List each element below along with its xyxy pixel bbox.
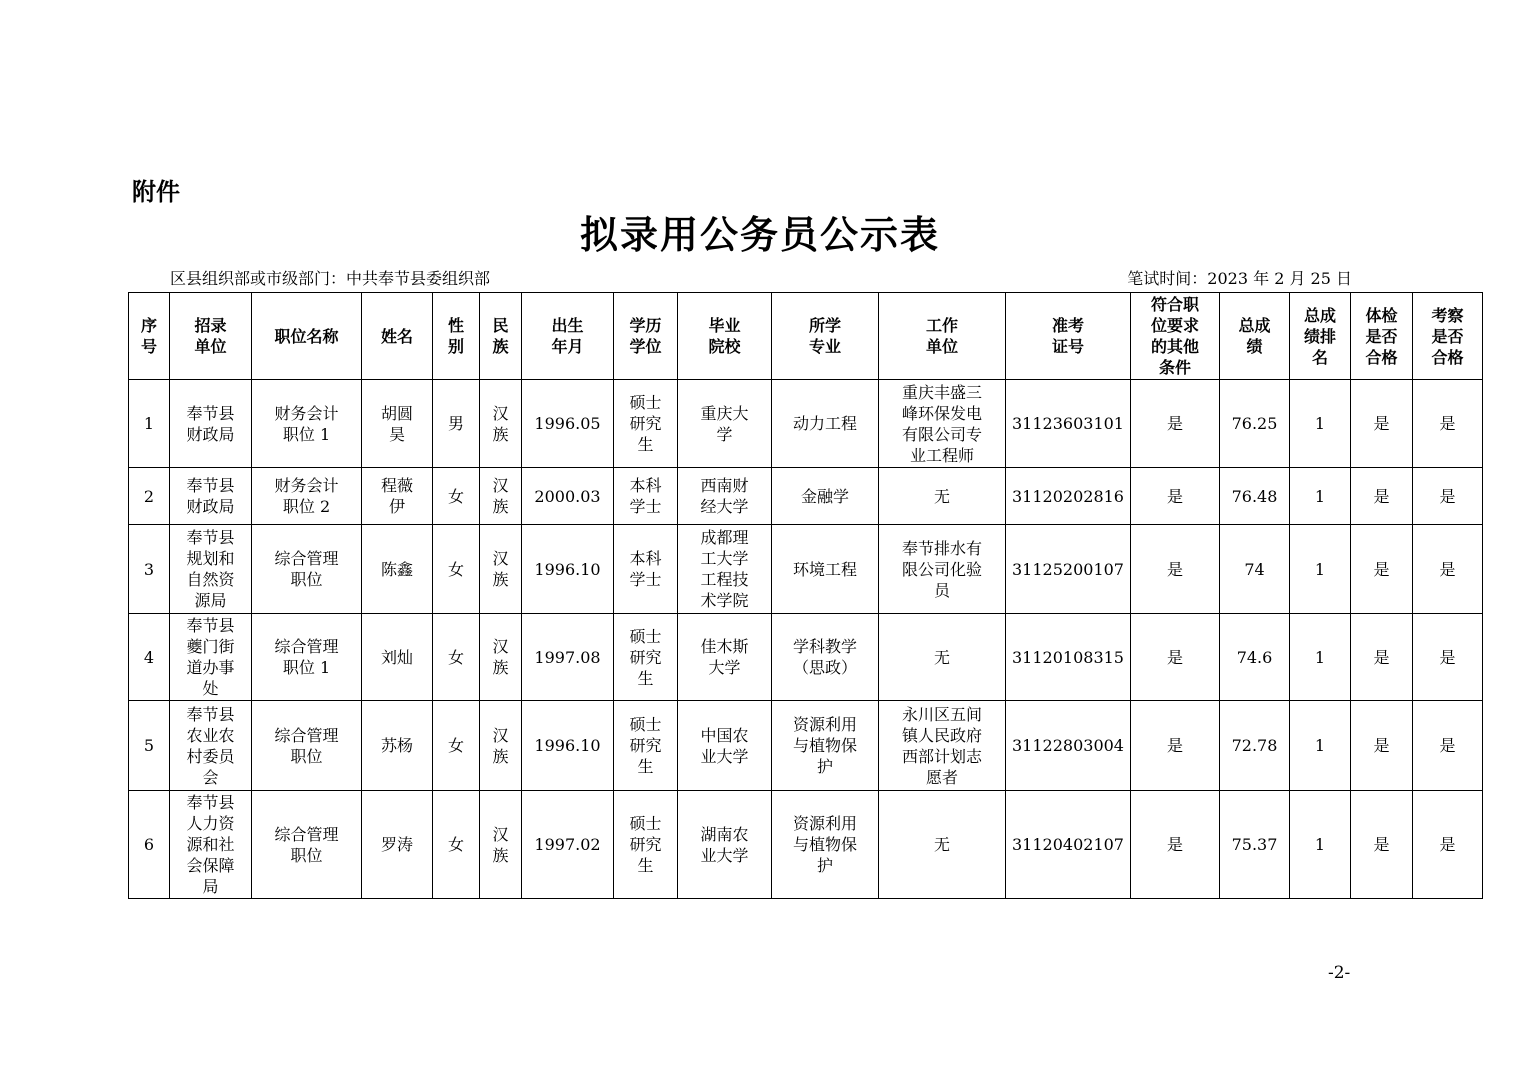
cell-gender: 女: [433, 791, 480, 899]
cell-conditions: 是: [1131, 614, 1220, 701]
cell-major: 学科教学 （思政）: [772, 614, 879, 701]
table-row: [129, 701, 1483, 791]
cell-school: 成都理 工大学 工程技 术学院: [678, 525, 772, 614]
cell-medical: 是: [1351, 380, 1413, 468]
candidate-table: [128, 292, 1483, 899]
table-row: [129, 614, 1483, 701]
department-label: 区县组织部或市级部门：中共奉节县委组织部: [170, 269, 491, 288]
cell-inspection: 是: [1413, 525, 1483, 614]
cell-birth: 1996.10: [522, 701, 614, 791]
header-major: 所学 专业: [772, 293, 879, 380]
cell-rank: 1: [1290, 791, 1351, 899]
cell-inspection: 是: [1413, 614, 1483, 701]
exam-date-label: 笔试时间：2023 年 2 月 25 日: [1127, 269, 1352, 288]
cell-gender: 女: [433, 525, 480, 614]
cell-work: 无: [879, 468, 1006, 525]
cell-birth: 1997.02: [522, 791, 614, 899]
cell-gender: 女: [433, 468, 480, 525]
table-header-row: [129, 293, 1483, 380]
cell-exam-no: 31120202816: [1006, 468, 1131, 525]
cell-name: 罗涛: [362, 791, 433, 899]
cell-school: 中国农 业大学: [678, 701, 772, 791]
cell-position: 财务会计 职位 2: [252, 468, 362, 525]
cell-work: 奉节排水有 限公司化验 员: [879, 525, 1006, 614]
header-conditions: 符合职 位要求 的其他 条件: [1131, 293, 1220, 380]
cell-score: 76.25: [1220, 380, 1290, 468]
cell-work: 无: [879, 614, 1006, 701]
cell-ethnicity: 汉 族: [480, 525, 522, 614]
cell-exam-no: 31125200107: [1006, 525, 1131, 614]
cell-score: 72.78: [1220, 701, 1290, 791]
cell-seq: 6: [129, 791, 170, 899]
cell-school: 西南财 经大学: [678, 468, 772, 525]
cell-seq: 3: [129, 525, 170, 614]
cell-inspection: 是: [1413, 791, 1483, 899]
cell-unit: 奉节县 财政局: [170, 380, 252, 468]
cell-ethnicity: 汉 族: [480, 614, 522, 701]
cell-rank: 1: [1290, 525, 1351, 614]
page-title: 拟录用公务员公示表: [579, 213, 940, 257]
cell-rank: 1: [1290, 614, 1351, 701]
header-ethnicity: 民 族: [480, 293, 522, 380]
table-row: [129, 525, 1483, 614]
cell-degree: 硕士 研究 生: [614, 380, 678, 468]
table-row: [129, 380, 1483, 468]
cell-score: 75.37: [1220, 791, 1290, 899]
cell-exam-no: 31120108315: [1006, 614, 1131, 701]
cell-position: 财务会计 职位 1: [252, 380, 362, 468]
cell-medical: 是: [1351, 614, 1413, 701]
cell-gender: 女: [433, 614, 480, 701]
cell-degree: 硕士 研究 生: [614, 614, 678, 701]
cell-work: 永川区五间 镇人民政府 西部计划志 愿者: [879, 701, 1006, 791]
header-gender: 性 别: [433, 293, 480, 380]
cell-gender: 男: [433, 380, 480, 468]
cell-birth: 2000.03: [522, 468, 614, 525]
cell-conditions: 是: [1131, 701, 1220, 791]
header-name: 姓名: [362, 293, 433, 380]
cell-ethnicity: 汉 族: [480, 380, 522, 468]
cell-seq: 1: [129, 380, 170, 468]
cell-score: 76.48: [1220, 468, 1290, 525]
cell-school: 重庆大 学: [678, 380, 772, 468]
cell-ethnicity: 汉 族: [480, 701, 522, 791]
header-seq: 序 号: [129, 293, 170, 380]
header-degree: 学历 学位: [614, 293, 678, 380]
header-school: 毕业 院校: [678, 293, 772, 380]
cell-score: 74: [1220, 525, 1290, 614]
page-number: -2-: [1328, 963, 1351, 983]
cell-birth: 1996.10: [522, 525, 614, 614]
cell-ethnicity: 汉 族: [480, 791, 522, 899]
cell-rank: 1: [1290, 380, 1351, 468]
cell-seq: 5: [129, 701, 170, 791]
cell-position: 综合管理 职位: [252, 525, 362, 614]
cell-school: 佳木斯 大学: [678, 614, 772, 701]
cell-conditions: 是: [1131, 380, 1220, 468]
cell-degree: 硕士 研究 生: [614, 791, 678, 899]
cell-gender: 女: [433, 701, 480, 791]
cell-unit: 奉节县 人力资 源和社 会保障 局: [170, 791, 252, 899]
header-work: 工作 单位: [879, 293, 1006, 380]
cell-work: 重庆丰盛三 峰环保发电 有限公司专 业工程师: [879, 380, 1006, 468]
cell-name: 苏杨: [362, 701, 433, 791]
header-unit: 招录 单位: [170, 293, 252, 380]
cell-seq: 4: [129, 614, 170, 701]
header-position: 职位名称: [252, 293, 362, 380]
cell-major: 资源利用 与植物保 护: [772, 701, 879, 791]
cell-position: 综合管理 职位 1: [252, 614, 362, 701]
attachment-label: 附件: [132, 178, 180, 206]
cell-inspection: 是: [1413, 701, 1483, 791]
cell-degree: 本科 学士: [614, 468, 678, 525]
cell-ethnicity: 汉 族: [480, 468, 522, 525]
table-row: [129, 468, 1483, 525]
cell-conditions: 是: [1131, 791, 1220, 899]
cell-score: 74.6: [1220, 614, 1290, 701]
cell-exam-no: 31122803004: [1006, 701, 1131, 791]
table-row: [129, 791, 1483, 899]
cell-name: 程薇 伊: [362, 468, 433, 525]
cell-medical: 是: [1351, 468, 1413, 525]
header-medical: 体检 是否 合格: [1351, 293, 1413, 380]
cell-unit: 奉节县 夔门街 道办事 处: [170, 614, 252, 701]
cell-seq: 2: [129, 468, 170, 525]
cell-birth: 1997.08: [522, 614, 614, 701]
cell-work: 无: [879, 791, 1006, 899]
header-inspection: 考察 是否 合格: [1413, 293, 1483, 380]
header-exam-no: 准考 证号: [1006, 293, 1131, 380]
cell-birth: 1996.05: [522, 380, 614, 468]
header-score: 总成 绩: [1220, 293, 1290, 380]
cell-position: 综合管理 职位: [252, 701, 362, 791]
cell-rank: 1: [1290, 468, 1351, 525]
cell-medical: 是: [1351, 701, 1413, 791]
cell-exam-no: 31123603101: [1006, 380, 1131, 468]
cell-inspection: 是: [1413, 380, 1483, 468]
cell-medical: 是: [1351, 791, 1413, 899]
cell-degree: 本科 学士: [614, 525, 678, 614]
header-rank: 总成 绩排 名: [1290, 293, 1351, 380]
cell-exam-no: 31120402107: [1006, 791, 1131, 899]
cell-unit: 奉节县 财政局: [170, 468, 252, 525]
cell-unit: 奉节县 规划和 自然资 源局: [170, 525, 252, 614]
cell-position: 综合管理 职位: [252, 791, 362, 899]
cell-medical: 是: [1351, 525, 1413, 614]
cell-major: 环境工程: [772, 525, 879, 614]
cell-inspection: 是: [1413, 468, 1483, 525]
cell-major: 动力工程: [772, 380, 879, 468]
cell-name: 陈鑫: [362, 525, 433, 614]
cell-rank: 1: [1290, 701, 1351, 791]
cell-conditions: 是: [1131, 525, 1220, 614]
cell-unit: 奉节县 农业农 村委员 会: [170, 701, 252, 791]
cell-major: 金融学: [772, 468, 879, 525]
cell-major: 资源利用 与植物保 护: [772, 791, 879, 899]
cell-name: 刘灿: [362, 614, 433, 701]
cell-degree: 硕士 研究 生: [614, 701, 678, 791]
cell-school: 湖南农 业大学: [678, 791, 772, 899]
header-birth: 出生 年月: [522, 293, 614, 380]
cell-conditions: 是: [1131, 468, 1220, 525]
cell-name: 胡圆 昊: [362, 380, 433, 468]
